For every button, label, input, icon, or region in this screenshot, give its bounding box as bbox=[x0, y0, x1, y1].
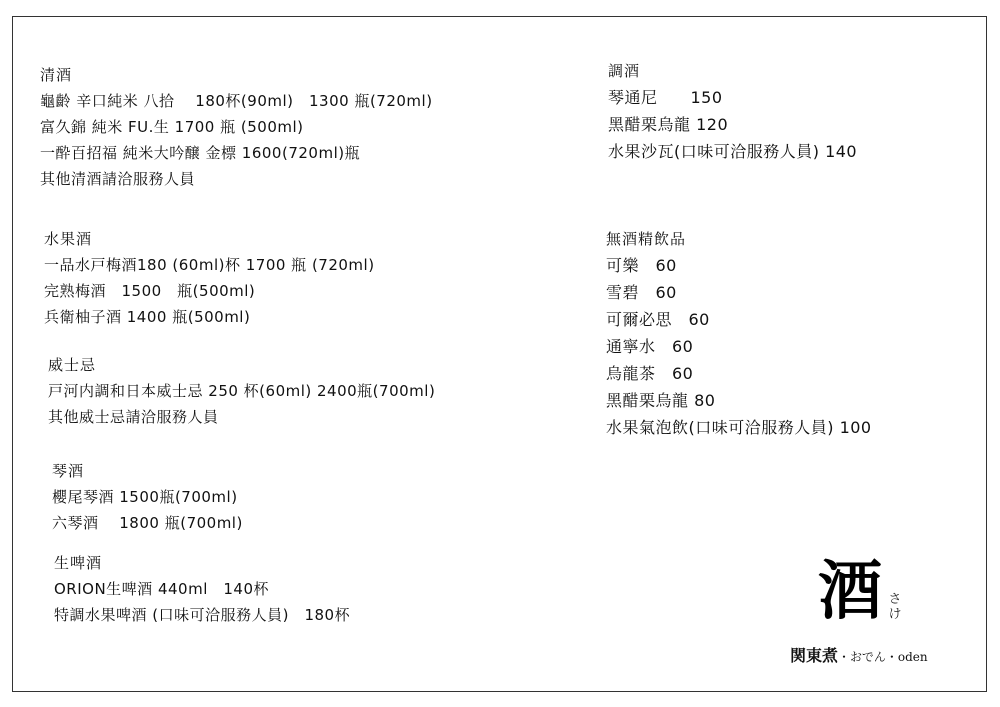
sake-item: 富久錦 純米 FU.生 1700 瓶 (500ml) bbox=[40, 118, 304, 136]
soft-drink-item: 可樂 60 bbox=[606, 256, 677, 275]
fruit-wine-section bbox=[44, 226, 375, 330]
whisky-title: 威士忌 bbox=[48, 356, 97, 374]
cocktail-item: 琴通尼 150 bbox=[608, 88, 723, 107]
sake-title: 清酒 bbox=[40, 66, 73, 84]
gin-item: 櫻尾琴酒 1500瓶(700ml) bbox=[52, 488, 238, 506]
fruit-wine-item: 完熟梅酒 1500 瓶(500ml) bbox=[44, 282, 256, 300]
beer-section bbox=[54, 550, 350, 628]
soft-drink-item: 黑醋栗烏龍 80 bbox=[606, 391, 716, 410]
gin-title: 琴酒 bbox=[52, 462, 85, 480]
sake-logo-kanji: 酒 bbox=[818, 554, 882, 629]
soft-drinks-title: 無酒精飲品 bbox=[606, 230, 687, 248]
fruit-wine-item: 一品水戸梅酒180 (60ml)杯 1700 瓶 (720ml) bbox=[44, 256, 375, 274]
sake-item: 一酔百招福 純米大吟醸 金標 1600(720ml)瓶 bbox=[40, 144, 361, 162]
sake-logo-furigana: さけ bbox=[888, 592, 902, 622]
gin-item: 六琴酒 1800 瓶(700ml) bbox=[52, 514, 243, 532]
beer-title: 生啤酒 bbox=[54, 554, 103, 572]
cocktail-section bbox=[608, 58, 857, 165]
beer-item: 特調水果啤酒 (口味可洽服務人員) 180杯 bbox=[54, 606, 351, 624]
soft-drink-item: 可爾必思 60 bbox=[606, 310, 710, 329]
brand-subtitle: ・おでん・oden bbox=[838, 650, 928, 664]
fruit-wine-title: 水果酒 bbox=[44, 230, 93, 248]
sake-item: 其他清酒請洽服務人員 bbox=[40, 170, 196, 188]
sake-item: 龜齡 辛口純米 八拾 180杯(90ml) 1300 瓶(720ml) bbox=[40, 92, 433, 110]
soft-drink-item: 烏龍茶 60 bbox=[606, 364, 694, 383]
soft-drink-item: 雪碧 60 bbox=[606, 283, 677, 302]
whisky-item: 戸河内調和日本威士忌 250 杯(60ml) 2400瓶(700ml) bbox=[48, 382, 436, 400]
brand-name: 関東煮 bbox=[790, 646, 839, 665]
gin-section bbox=[52, 458, 243, 536]
whisky-item: 其他威士忌請洽服務人員 bbox=[48, 408, 219, 426]
cocktail-item: 水果沙瓦(口味可洽服務人員) 140 bbox=[608, 142, 858, 161]
sake-section bbox=[40, 62, 433, 192]
fruit-wine-item: 兵衛柚子酒 1400 瓶(500ml) bbox=[44, 308, 251, 326]
soft-drink-item: 水果氣泡飲(口味可洽服務人員) 100 bbox=[606, 418, 872, 437]
soft-drinks-section bbox=[606, 226, 872, 441]
cocktail-item: 黑醋栗烏龍 120 bbox=[608, 115, 729, 134]
whisky-section bbox=[48, 352, 435, 430]
soft-drink-item: 通寧水 60 bbox=[606, 337, 694, 356]
brand-line bbox=[790, 646, 928, 667]
cocktail-title: 調酒 bbox=[608, 62, 641, 80]
beer-item: ORION生啤酒 440ml 140杯 bbox=[54, 580, 269, 598]
